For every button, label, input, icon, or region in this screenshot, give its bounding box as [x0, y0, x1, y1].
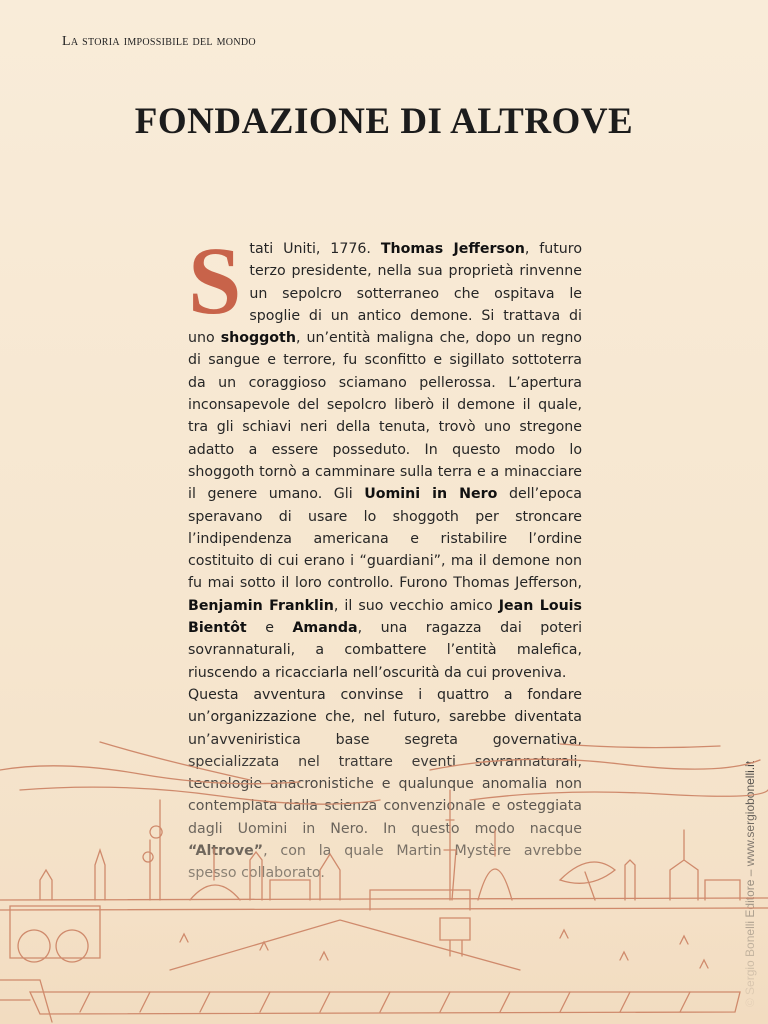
text-run: , futuro terzo presidente, nella sua proprietà rinvenne un sepolcro sotterraneo che ospitava le spoglie di un antico demone. Si trattava di uno	[188, 241, 582, 347]
text-run: e	[246, 620, 293, 637]
text-run: , il suo vecchio amico	[333, 597, 499, 614]
text-run: , una ragazza dai poteri sovrannaturali, a combattere l’entità malefica, riuscendo a ricacciarla nell’oscurità da cui proveniva.	[188, 620, 583, 681]
page-title: FONDAZIONE DI ALTROVE	[134, 101, 634, 142]
bold-term: shoggoth	[220, 330, 296, 347]
bold-name: Thomas Jefferson	[380, 241, 525, 257]
running-head: La storia impossibile del mondo	[62, 34, 256, 49]
text-run: Questa avventura convinse i quattro a fondare un’organizzazione che, nel futuro, sarebbe diventata	[188, 686, 582, 726]
paragraph-1	[188, 227, 583, 684]
bold-name: Jean Louis Bientôt	[188, 597, 582, 637]
skyline-illustration	[0, 730, 768, 1024]
bold-name: Amanda	[292, 620, 358, 637]
bold-term: Uomini in Nero	[364, 486, 498, 503]
bold-name: Benjamin Franklin	[188, 597, 334, 614]
text-run: , un’entità maligna che, dopo un regno di sangue e terrore, fu sconfitto e sigillato sottoterra da un coraggioso sciamano pellerossa. L’apertura inconsapevole del sepolcro liberò il demone il quale, tra gli schiavi neri della tenuta, trovò uno stregone adatto a essere posseduto. In questo modo lo shoggoth tornò a camminare sulla terra e a minacciare il genere umano. Gli	[188, 330, 582, 503]
text-run: dell’epoca speravano di usare lo shoggoth per stroncare l’indipendenza americana e ristabilire l’ordine costituito di cui erano i “guardiani”, ma il demone non fu mai sotto il loro controllo. Furono Thomas Jefferson,	[188, 486, 582, 592]
text-run: tati Uniti, 1776.	[249, 241, 381, 257]
drop-cap: S	[188, 227, 242, 334]
